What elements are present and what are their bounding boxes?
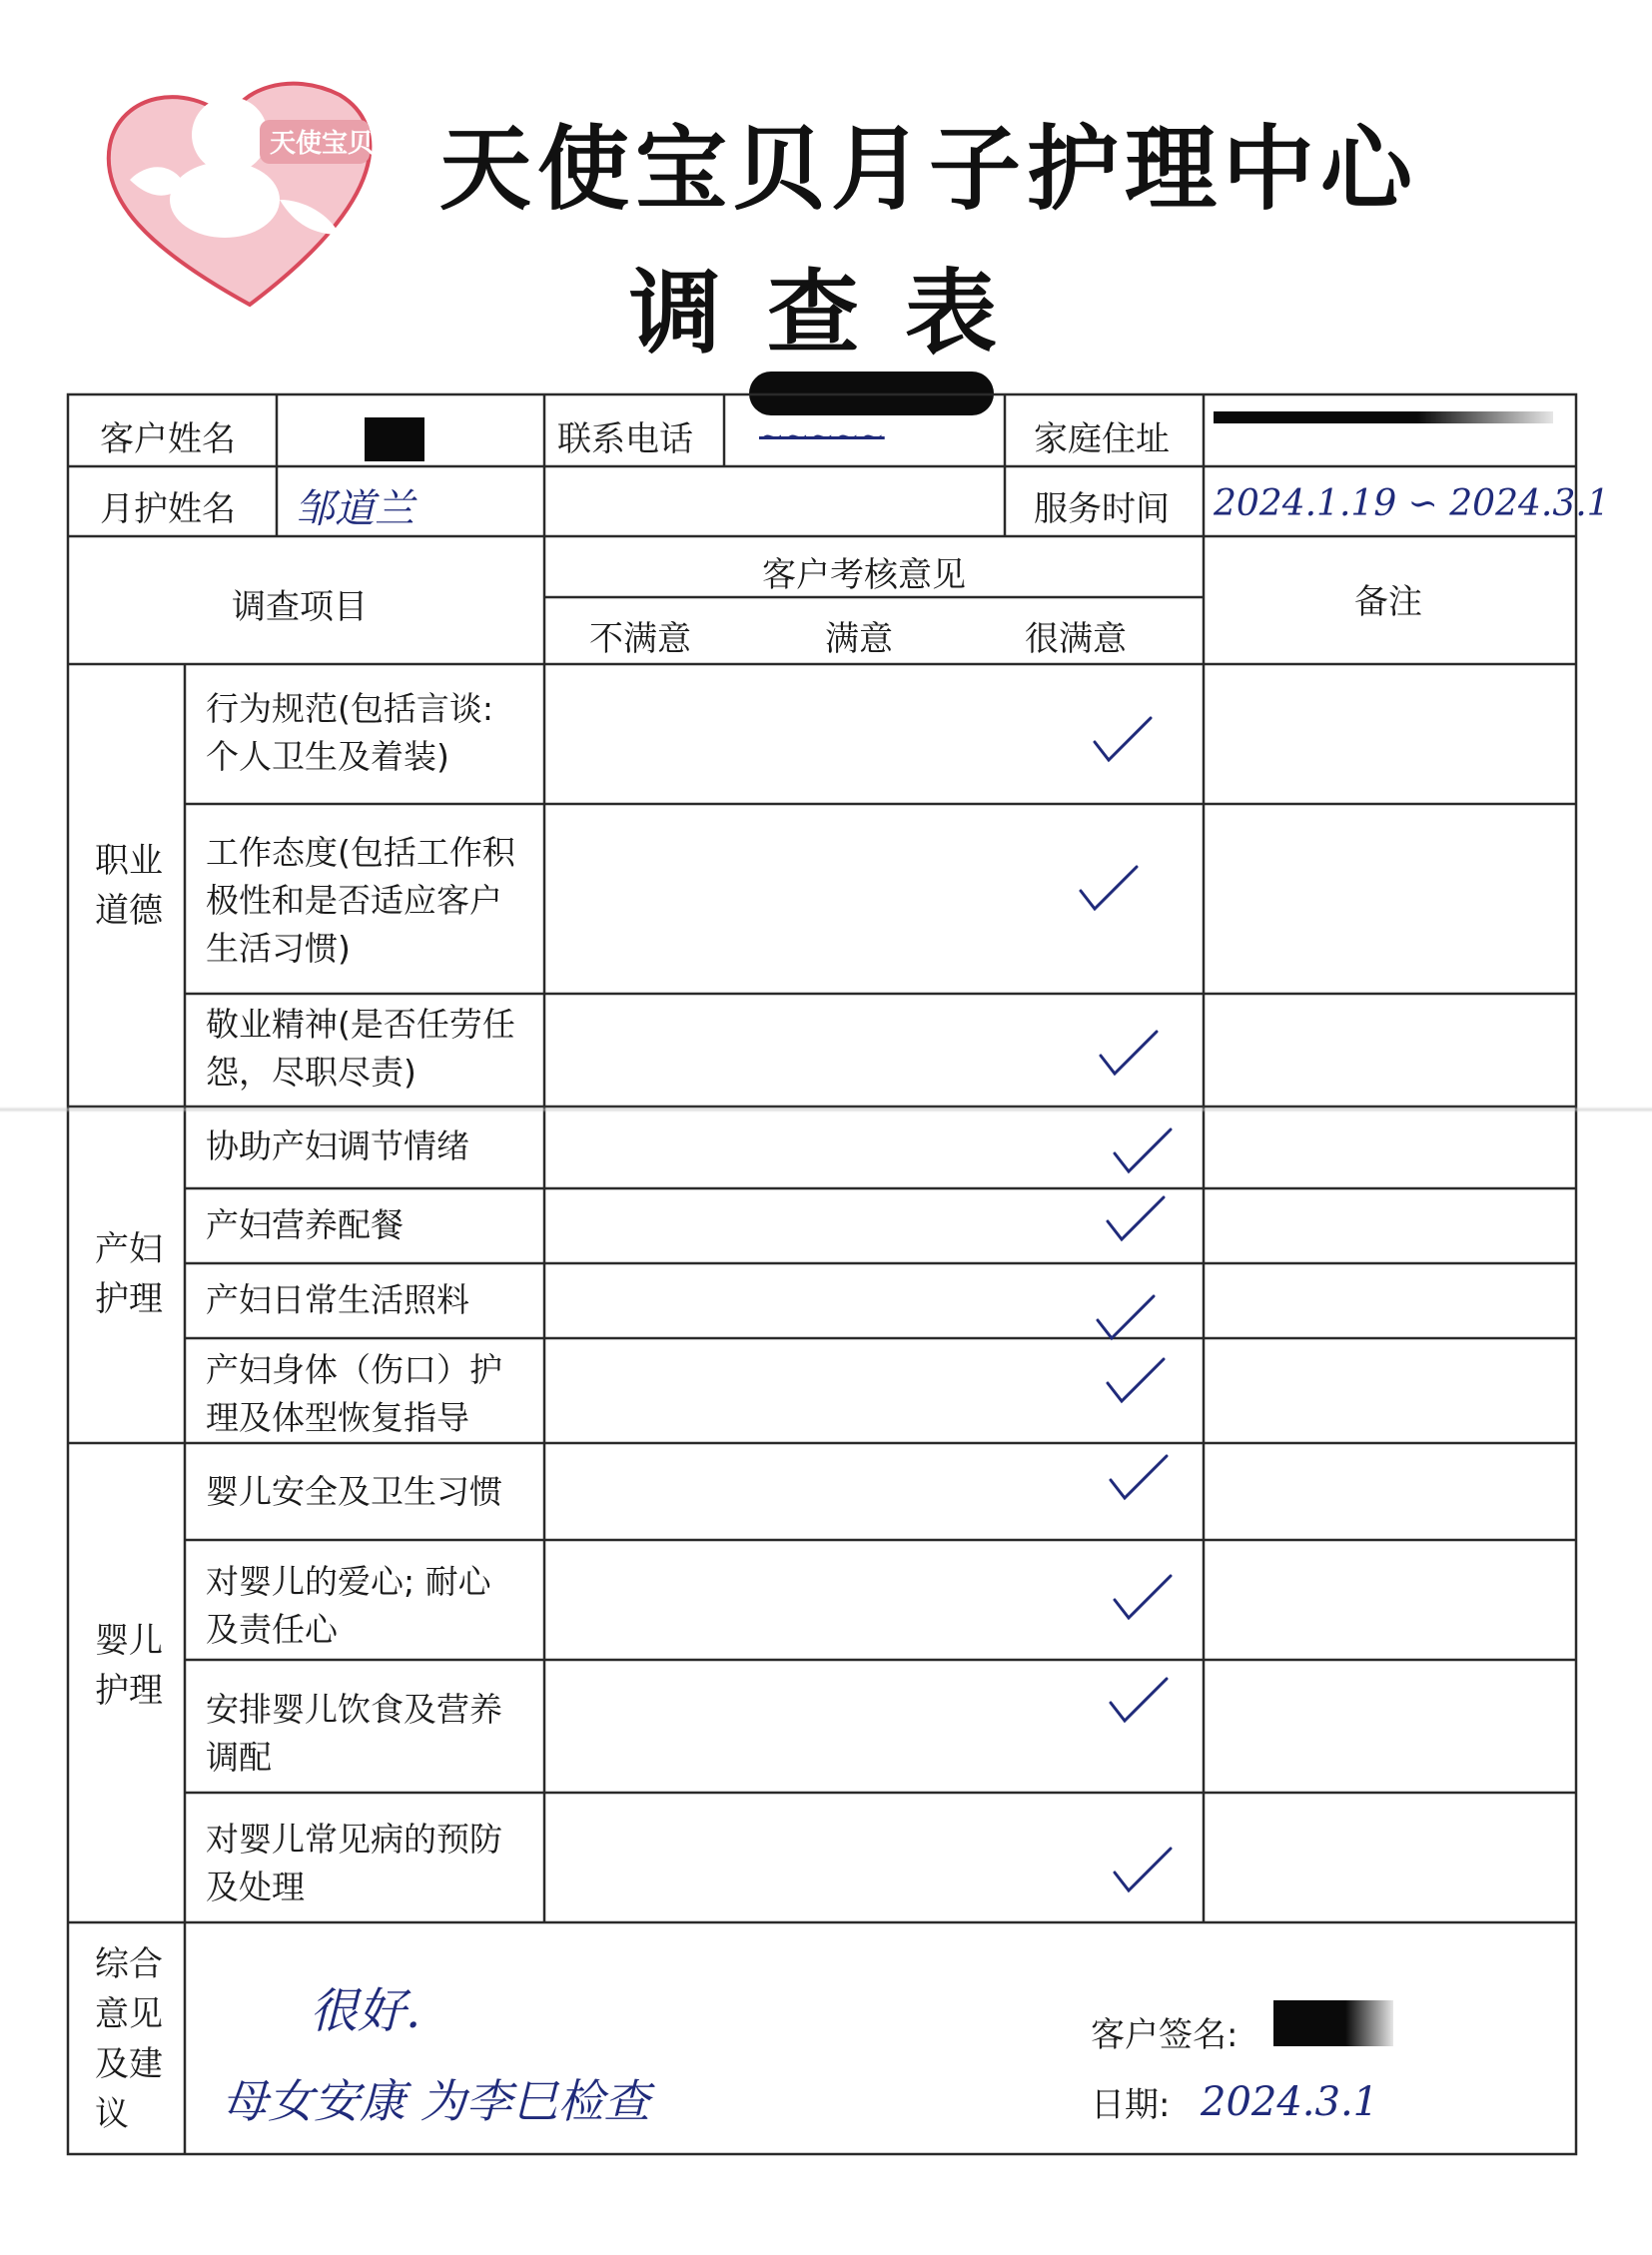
redacted-customer-name [365,417,424,461]
opinion-group-header: 客户考核意见 [762,555,966,595]
logo-text: 天使宝贝 [270,129,375,159]
redacted-signature [1273,2000,1393,2046]
category-baby-care: 婴儿 护理 [95,1621,163,1711]
item-baby-love: 对婴儿的爱心; 耐心 及责任心 [206,1562,491,1649]
unsatisfied-header: 不满意 [589,619,691,659]
very-satisfied-header: 很满意 [1025,619,1127,659]
phone-label: 联系电话 [557,419,693,459]
survey-item-header: 调查项目 [232,587,368,627]
category-professional-ethics: 职业 道德 [95,841,163,931]
item-baby-illness: 对婴儿常见病的预防 及处理 [206,1820,502,1906]
category-mother-care: 产妇 护理 [95,1229,163,1319]
page-title: 天使宝贝月子护理中心 [439,116,1419,223]
item-behavior: 行为规范(包括言谈: 个人卫生及着装) [206,689,493,776]
check-mark-icon [1111,1570,1175,1624]
date-label: 日期: [1091,2085,1171,2125]
phone-scribble: ~~~~~ [759,419,885,454]
signature-label: 客户签名: [1091,2015,1239,2055]
item-body-recovery: 产妇身体（伤口）护 理及体型恢复指导 [206,1350,502,1437]
address-label: 家庭住址 [1034,419,1170,459]
check-mark-icon [1111,1124,1175,1177]
date-value: 2024.3.1 [1201,2079,1379,2125]
page-subtitle: 调查表 [629,260,1044,367]
paper-fold-line [0,1107,1652,1113]
summary-comment-line2: 母女安康 为李巳检查 [222,2074,650,2128]
check-mark-icon [1107,1450,1171,1504]
redacted-address [1214,411,1553,423]
item-daily-care: 产妇日常生活照料 [206,1280,469,1319]
item-dedication: 敬业精神(是否任劳任 怨，尽职尽责) [206,1005,515,1092]
customer-name-label: 客户姓名 [100,419,236,459]
check-mark-icon [1077,861,1141,915]
item-baby-diet: 安排婴儿饮食及营养 调配 [206,1690,502,1777]
item-baby-safety: 婴儿安全及卫生习惯 [206,1472,502,1511]
check-mark-icon [1107,1673,1171,1727]
summary-comment-line1: 很好. [310,1983,421,2039]
summary-label: 综合 意见 及建 议 [95,1944,163,2134]
satisfied-header: 满意 [825,619,893,659]
check-mark-icon [1111,1843,1175,1896]
check-mark-icon [1094,1290,1158,1344]
service-time-value: 2024.1.19 ∽ 2024.3.1 [1214,483,1610,524]
check-mark-icon [1091,712,1155,766]
nurse-name-label: 月护姓名 [100,489,236,529]
item-nutrition: 产妇营养配餐 [206,1205,404,1244]
item-emotion: 协助产妇调节情绪 [206,1127,469,1165]
check-mark-icon [1104,1191,1168,1245]
remarks-header: 备注 [1354,582,1422,622]
nurse-name-value: 邹道兰 [295,486,414,532]
check-mark-icon [1097,1026,1161,1080]
service-time-label: 服务时间 [1034,489,1170,529]
item-work-attitude: 工作态度(包括工作积 极性和是否适应客户 生活习惯) [206,833,515,968]
check-mark-icon [1104,1353,1168,1407]
